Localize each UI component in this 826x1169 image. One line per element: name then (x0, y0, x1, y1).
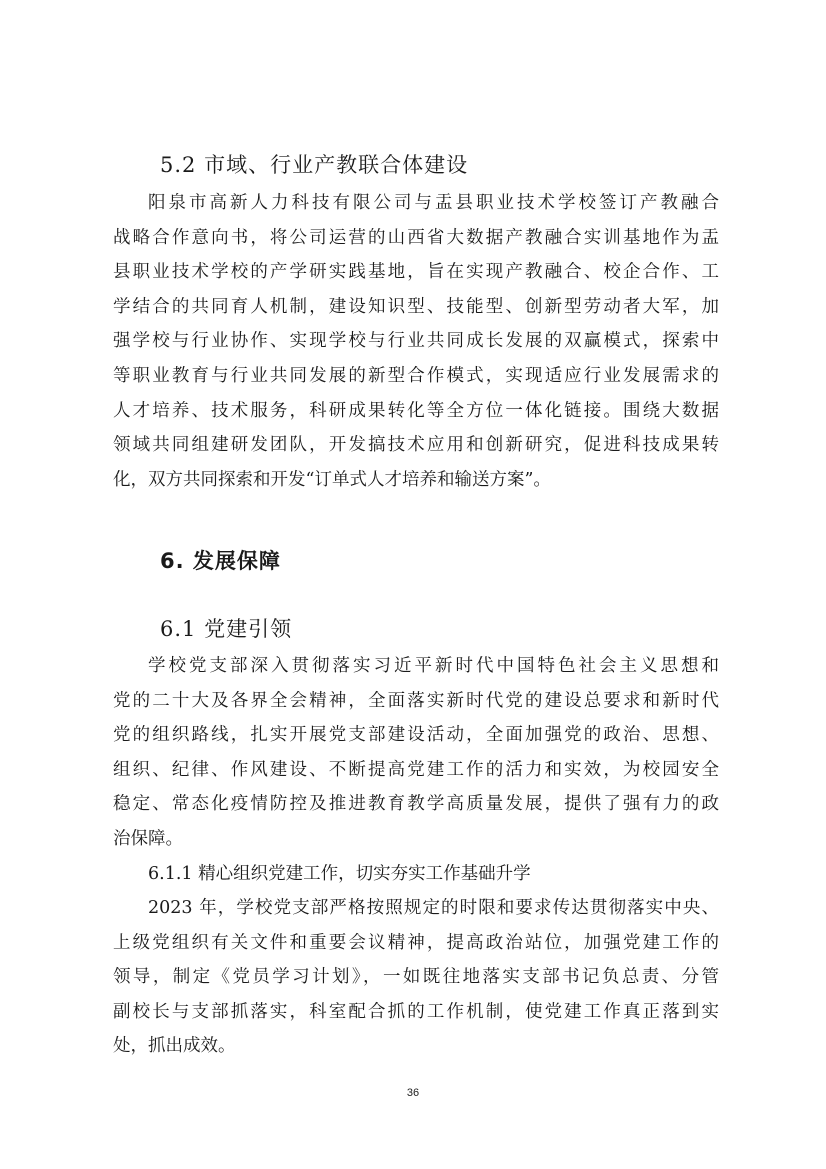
section-heading-6: 6. 发展保障 (160, 549, 281, 573)
paragraph-line: 稳定、常态化疫情防控及推进教育教学高质量发展，提供了强有力的政 (113, 794, 719, 815)
paragraph-line: 学结合的共同育人机制，建设知识型、技能型、创新型劳动者大军，加 (113, 296, 719, 317)
paragraph-line: 组织、纪律、作风建设、不断提高党建工作的活力和实效，为校园安全 (113, 759, 719, 780)
section-heading-5-2: 5.2 市域、行业产教联合体建设 (160, 153, 469, 177)
paragraph-line: 化，双方共同探索和开发“订单式人才培养和输送方案”。 (113, 469, 551, 490)
section-heading-6-1: 6.1 党建引领 (160, 617, 293, 641)
paragraph-line: 战略合作意向书，将公司运营的山西省大数据产教融合实训基地作为盂 (113, 227, 719, 248)
paragraph-line: 学校党支部深入贯彻落实习近平新时代中国特色社会主义思想和 (148, 656, 719, 676)
paragraph-line: 阳泉市高新人力科技有限公司与盂县职业技术学校签订产教融合 (148, 193, 719, 213)
page-number: 36 (406, 1087, 420, 1099)
paragraph-line: 领域共同组建研发团队，开发搞技术应用和创新研究，促进科技成果转 (113, 435, 719, 456)
paragraph-line: 强学校与行业协作、实现学校与行业共同成长发展的双赢模式，探索中 (113, 331, 719, 352)
paragraph-line: 上级党组织有关文件和重要会议精神，提高政治站位，加强党建工作的 (113, 932, 719, 953)
paragraph-line: 处，抓出成效。 (113, 1036, 236, 1057)
subsection-heading-6-1-1 (113, 857, 719, 892)
paragraph-line: 党的组织路线，扎实开展党支部建设活动，全面加强党的政治、思想、 (113, 725, 719, 746)
paragraph-line: 县职业技术学校的产学研实践基地，旨在实现产教融合、校企合作、工 (113, 262, 719, 283)
paragraph-line: 党的二十大及各界全会精神，全面落实新时代党的建设总要求和新时代 (113, 690, 719, 711)
paragraph-line: 治保障。 (113, 828, 183, 849)
paragraph-line: 领导，制定《党员学习计划》，一如既往地落实支部书记负总责、分管 (113, 967, 719, 988)
paragraph-line: 等职业教育与行业共同发展的新型合作模式，实现适应行业发展需求的 (113, 365, 719, 386)
paragraph-5-2 (113, 186, 719, 497)
paragraph-line: 副校长与支部抓落实，科室配合抓的工作机制，使党建工作真正落到实 (113, 1001, 719, 1022)
paragraph-6-1 (113, 649, 719, 857)
paragraph-6-1-1 (113, 891, 719, 1064)
subsection-heading-text: 6.1.1 精心组织党建工作，切实夯实工作基础升学 (148, 864, 531, 884)
paragraph-line: 2023 年，学校党支部严格按照规定的时限和要求传达贯彻落实中央、 (148, 898, 719, 918)
paragraph-line: 人才培养、技术服务，科研成果转化等全方位一体化链接。围绕大数据 (113, 400, 719, 421)
